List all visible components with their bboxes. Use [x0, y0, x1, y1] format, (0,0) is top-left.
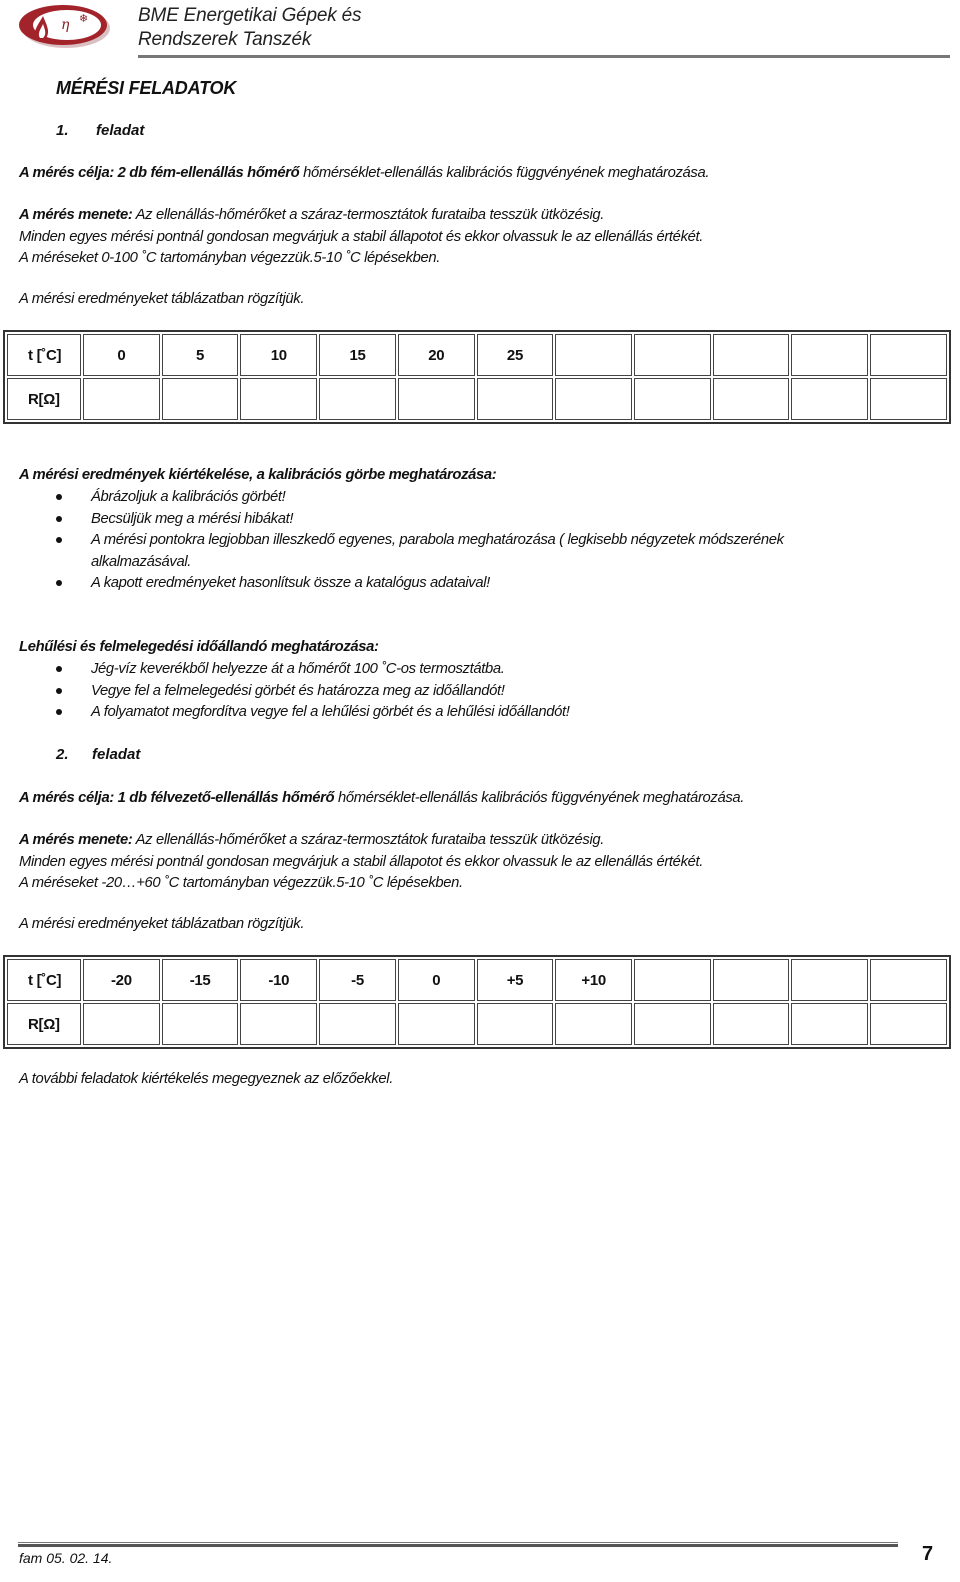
- task2-goal-label: A mérés célja: 1 db félvezető-ellenállás hőmérő: [19, 790, 335, 806]
- list-item-text-cont: alkalmazásával.: [91, 553, 192, 570]
- list-item-text: A mérési pontokra legjobban illeszkedő egyenes, parabola meghatározása ( legkisebb négyzetek módszerének: [91, 532, 784, 548]
- table-cell: 0: [83, 334, 160, 376]
- table-cell: [162, 1003, 239, 1045]
- table-cell: -15: [162, 959, 239, 1001]
- task2-goal: [19, 788, 744, 810]
- table-cell: [634, 334, 711, 376]
- table-cell: [477, 378, 554, 420]
- table-cell: 0: [398, 959, 475, 1001]
- table-cell: [791, 1003, 868, 1045]
- table-cell: [791, 378, 868, 420]
- table-cell: [555, 1003, 632, 1045]
- table-row: [7, 959, 947, 1001]
- task1-label: feladat: [96, 122, 145, 139]
- list-item: Vegye fel a felmelegedési görbét és határozza meg az időállandót!: [19, 681, 570, 703]
- task1-goal: [19, 163, 709, 185]
- table-header-cell: R[Ω]: [7, 378, 81, 420]
- task2-method-label: A mérés menete:: [19, 832, 133, 848]
- task2-closing-note: A további feladatok kiértékelés megegyeznek az előzőekkel.: [19, 1071, 393, 1087]
- task1-method-line2: Minden egyes mérési pontnál gondosan megvárjuk a stabil állapotot és ekkor olvassuk le az ellenállás értékét.: [19, 228, 704, 245]
- table-cell: [398, 1003, 475, 1045]
- task1-method: [19, 205, 703, 270]
- task1-method-text: Az ellenállás-hőmérőket a száraz-termosztátok furataiba tesszük ütközésig.: [132, 207, 605, 223]
- eta-symbol: η: [61, 17, 70, 33]
- task1-record-note: A mérési eredményeket táblázatban rögzítjük.: [19, 291, 305, 307]
- task2-measurement-table: [3, 955, 951, 1049]
- department-name-line1: BME Energetikai Gépek és: [138, 5, 362, 26]
- list-item: [19, 530, 784, 573]
- task1-eval-heading: A mérési eredmények kiértékelése, a kalibrációs görbe meghatározása:: [19, 467, 497, 483]
- table-cell: 25: [477, 334, 554, 376]
- table-cell: [870, 1003, 947, 1045]
- table-cell: [870, 959, 947, 1001]
- table-cell: [477, 1003, 554, 1045]
- task1-goal-label: A mérés célja: 2 db fém-ellenállás hőmérő: [19, 165, 300, 181]
- page-number: 7: [922, 1543, 934, 1565]
- task1-heading: [56, 122, 144, 139]
- footer-rule: [18, 1542, 898, 1547]
- task2-method-line2: Minden egyes mérési pontnál gondosan megvárjuk a stabil állapotot és ekkor olvassuk le az ellenállás értékét.: [19, 853, 704, 870]
- table-cell: [713, 378, 790, 420]
- task2-record-note: A mérési eredményeket táblázatban rögzítjük.: [19, 916, 305, 932]
- task1-cooling-list: [19, 659, 570, 724]
- table-cell: [634, 959, 711, 1001]
- table-cell: [791, 334, 868, 376]
- table-cell: [240, 378, 317, 420]
- table-cell: +5: [477, 959, 554, 1001]
- table-cell: [83, 1003, 160, 1045]
- table-cell: [713, 334, 790, 376]
- department-name: [138, 4, 361, 52]
- department-name-line2: Rendszerek Tanszék: [138, 29, 312, 50]
- header-rule: [138, 55, 950, 58]
- table-cell: 10: [240, 334, 317, 376]
- table-cell: [713, 959, 790, 1001]
- task1-goal-text: hőmérséklet-ellenállás kalibrációs függvényének meghatározása.: [299, 165, 710, 181]
- list-item: A kapott eredményeket hasonlítsuk össze a katalógus adataival!: [19, 573, 784, 595]
- section-title: MÉRÉSI FELADATOK: [56, 78, 237, 98]
- task1-cooling-heading: Lehűlési és felmelegedési időállandó meghatározása:: [19, 639, 379, 655]
- table-header-cell: R[Ω]: [7, 1003, 81, 1045]
- table-cell: [634, 1003, 711, 1045]
- task2-goal-text: hőmérséklet-ellenállás kalibrációs függvényének meghatározása.: [334, 790, 745, 806]
- task2-method-text: Az ellenállás-hőmérőket a száraz-termosztátok furataiba tesszük ütközésig.: [132, 832, 605, 848]
- table-cell: -20: [83, 959, 160, 1001]
- table-row: [7, 334, 947, 376]
- table-cell: [319, 378, 396, 420]
- table-header-cell: t [˚C]: [7, 334, 81, 376]
- list-item: A folyamatot megfordítva vegye fel a lehűlési görbét és a lehűlési időállandót!: [19, 702, 570, 724]
- table-cell: 15: [319, 334, 396, 376]
- table-row: [7, 1003, 947, 1045]
- department-logo: [17, 2, 113, 50]
- table-cell: [555, 378, 632, 420]
- task2-label: feladat: [92, 746, 141, 763]
- task1-number: 1.: [56, 122, 69, 139]
- table-cell: [162, 378, 239, 420]
- table-cell: [713, 1003, 790, 1045]
- task2-number: 2.: [56, 746, 69, 763]
- table-cell: [870, 334, 947, 376]
- table-cell: [791, 959, 868, 1001]
- table-cell: [83, 378, 160, 420]
- table-cell: -5: [319, 959, 396, 1001]
- task2-method-line3: A méréseket -20…+60 ˚C tartományban végezzük.5-10 ˚C lépésekben.: [19, 875, 463, 891]
- task1-eval-list: [19, 487, 784, 595]
- table-cell: -10: [240, 959, 317, 1001]
- table-row: [7, 378, 947, 420]
- task1-measurement-table: [3, 330, 951, 424]
- table-cell: 5: [162, 334, 239, 376]
- snowflake-icon: ❄: [79, 12, 89, 25]
- table-cell: [319, 1003, 396, 1045]
- task2-method: [19, 830, 703, 895]
- table-cell: [555, 334, 632, 376]
- table-cell: 20: [398, 334, 475, 376]
- table-cell: [398, 378, 475, 420]
- task2-heading: [56, 746, 140, 763]
- list-item: Becsüljük meg a mérési hibákat!: [19, 509, 784, 531]
- table-cell: [634, 378, 711, 420]
- table-cell: +10: [555, 959, 632, 1001]
- list-item: Ábrázoljuk a kalibrációs görbét!: [19, 487, 784, 509]
- footer-date: fam 05. 02. 14.: [19, 1550, 113, 1566]
- task1-method-line3: A méréseket 0-100 ˚C tartományban végezzük.5-10 ˚C lépésekben.: [19, 250, 441, 266]
- table-cell: [240, 1003, 317, 1045]
- task1-method-label: A mérés menete:: [19, 207, 133, 223]
- table-cell: [870, 378, 947, 420]
- list-item: Jég-víz keverékből helyezze át a hőmérőt 100 ˚C-os termosztátba.: [19, 659, 570, 681]
- table-header-cell: t [˚C]: [7, 959, 81, 1001]
